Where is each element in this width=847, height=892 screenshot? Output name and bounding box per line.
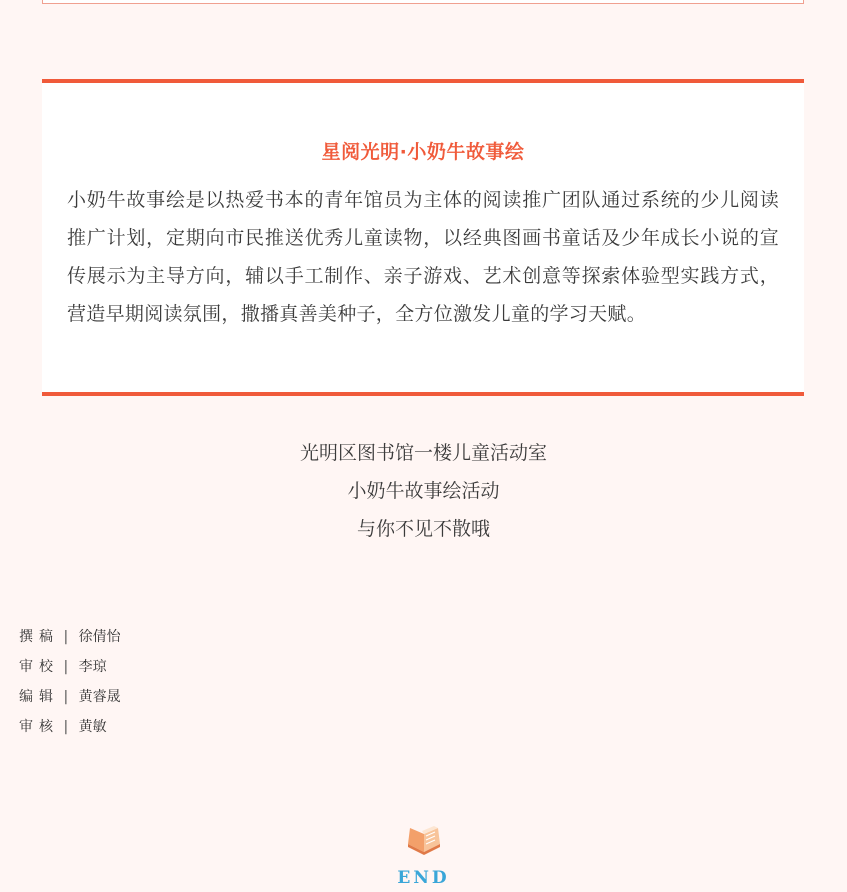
- credit-row-proofreader: [19, 652, 121, 682]
- end-label: END: [397, 868, 450, 888]
- closing-line-activity: 小奶牛故事绘活动: [347, 480, 500, 502]
- credit-role: 撰稿: [19, 629, 59, 645]
- credit-name: 黄敏: [78, 719, 107, 735]
- credit-role: 审核: [19, 719, 59, 735]
- book-icon: [404, 824, 444, 858]
- credit-role: 编辑: [19, 689, 59, 705]
- credit-separator: |: [63, 629, 69, 645]
- intro-card: [42, 79, 804, 396]
- credit-separator: |: [63, 659, 69, 675]
- closing-message: [0, 434, 847, 548]
- credit-separator: |: [63, 689, 69, 705]
- credit-separator: |: [63, 719, 69, 735]
- credit-name: 李琼: [78, 659, 107, 675]
- credits: [19, 622, 121, 742]
- end-marker: [0, 824, 847, 888]
- intro-body: 小奶牛故事绘是以热爱书本的青年馆员为主体的阅读推广团队通过系统的少儿阅读推广计划，定期向市民推送优秀儿童读物，以经典图画书童话及少年成长小说的宣传展示为主导方向，辅以手工制作、亲子游戏、艺术创意等探索体验型实践方式，营造早期阅读氛围，撒播真善美种子，全方位激发儿童的学习天赋。: [67, 189, 779, 325]
- previous-card-edge: [42, 0, 804, 4]
- closing-line-farewell: 与你不见不散哦: [356, 518, 490, 540]
- credit-role: 审校: [19, 659, 59, 675]
- credit-row-writer: [19, 622, 121, 652]
- credit-name: 黄睿晟: [78, 689, 121, 705]
- credit-name: 徐倩怡: [78, 629, 121, 645]
- credit-row-reviewer: [19, 712, 121, 742]
- credit-row-editor: [19, 682, 121, 712]
- closing-line-location: 光明区图书馆一楼儿童活动室: [299, 442, 547, 464]
- intro-title: 星阅光明·小奶牛故事绘: [321, 141, 525, 163]
